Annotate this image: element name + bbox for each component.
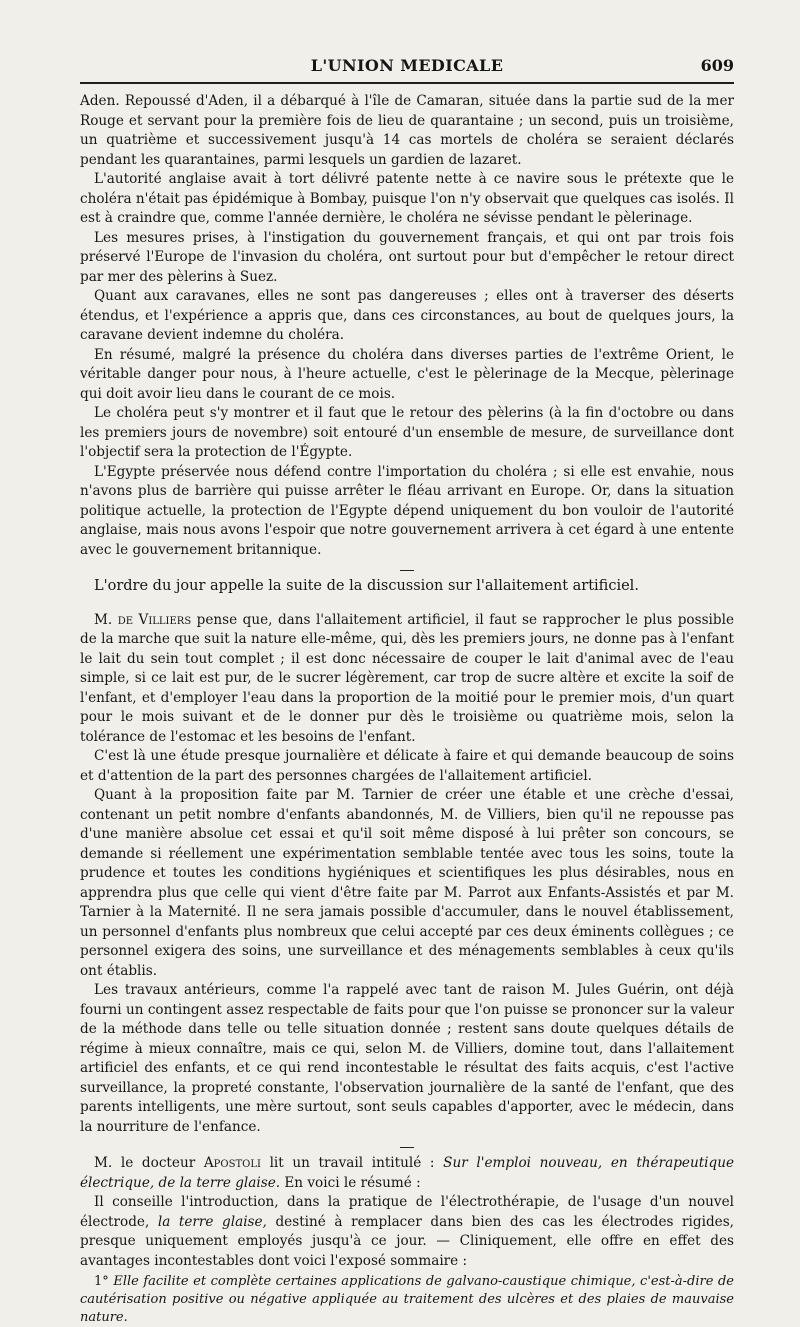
paragraph-text: lit un travail intitulé : bbox=[260, 1155, 444, 1171]
paragraph: Les travaux antérieurs, comme l'a rappelé avec tant de raison M. Jules Guérin, ont déjà fourni un contingent assez respectable de faits pour que l'on puisse se prononcer sur la valeur de la méthode dans telle ou telle situation donnée ; restent sans doute quelques détails de régime à mieux connaître, mais ce qui, selon M. de Villiers, domine tout, dans l'allaitement artificiel des enfants, et ce qui rend incontestable le résultat des faits acquis, c'est l'active surveillance, la propreté constante, l'observation journalière de la santé de l'enfant, que des parents intelligents, une mère surtout, sont seuls capables d'apporter, avec le médecin, dans la nourriture de l'enfance. bbox=[80, 982, 734, 1135]
page-header bbox=[80, 56, 734, 84]
paragraph: Le choléra peut s'y montrer et il faut que le retour des pèlerins (à la fin d'octobre ou dans les premiers jours de novembre) soit entouré d'un ensemble de mesure, de surveillance dont l'objectif sera la protection de l'Égypte. bbox=[80, 405, 734, 460]
running-title: L'UNION MEDICALE bbox=[310, 56, 504, 75]
speaker-name: M. de Villiers bbox=[94, 611, 192, 628]
speaker-name: Apostoli bbox=[203, 1155, 261, 1171]
paragraph bbox=[80, 611, 734, 748]
paragraph: Les mesures prises, à l'instigation du gouvernement français, et qui ont par trois fois préservé l'Europe de l'invasion du choléra, ont surtout pour but d'empêcher le retour direct par mer des pèlerins à Suez. bbox=[80, 229, 734, 285]
paragraph-text: pense que, dans l'allaitement artificiel, il faut se rapprocher le plus possible de la marche que suit la nature elle-même, qui, dès les premiers jours, ne donne pas à l'enfant le lait du sein tout complet ; il est donc nécessaire de couper le lait d'animal avec de l'eau simple, si ce lait est pur, de le sucrer légèrement, car trop de sucre altère et excite la soif de l'enfant, et d'employer l'eau dans la proportion de la moitié pour le premier mois, d'un quart pour le mois suivant et de le donner pur dès le troisième ou quatrième mois, selon la tolérance de l'estomac et les besoins de l'enfant. bbox=[80, 611, 734, 745]
section-divider bbox=[400, 570, 414, 571]
paragraph-text: M. le docteur bbox=[94, 1155, 204, 1171]
list-item-text: Elle facilite et complète certaines applications de galvano-caustique chimique, c'est-à-dire de cautérisation positive ou négative appliquée au traitement des ulcères et des plaies de mauvaise nature. bbox=[80, 1274, 734, 1325]
paragraph bbox=[80, 1193, 734, 1271]
paragraph-text: En voici le résumé : bbox=[280, 1174, 421, 1191]
paragraph: Quant à la proposition faite par M. Tarnier de créer une étable et une crèche d'essai, contenant un petit nombre d'enfants abandonnés, M. de Villiers, bien qu'il ne repousse pas d'une manière absolue cet essai et qu'il soit même disposé à lui prêter son concours, se demande si réellement une expérimentation semblable tentée avec tous les soins, toute la prudence et toutes les conditions hygiéniques et scientifiques les plus désirables, nous en apprendra plus que celle qui vient d'être faite par M. Parrot aux Enfants-Assistés et par M. Tarnier à la Maternité. Il ne sera jamais possible d'accumuler, dans le nouvel établissement, un personnel d'enfants plus nombreux que celui accepté par ces deux éminents collègues ; ce personnel exigera des soins, une surveillance et des ménagements semblables à ceux qu'ils ont établis. bbox=[80, 787, 734, 979]
paragraph-text: Il conseille l'introduction, dans la pratique de l'électrothérapie, de l'usage d'un nouvel électrode, bbox=[80, 1194, 734, 1230]
paragraph: En résumé, malgré la présence du choléra dans diverses parties de l'extrême Orient, le véritable danger pour nous, à l'heure actuelle, c'est le pèlerinage de la Mecque, pèlerinage qui doit avoir lieu dans le courant de ce mois. bbox=[80, 346, 734, 402]
section-divider bbox=[400, 1147, 414, 1148]
article-body bbox=[80, 92, 734, 1327]
paragraph: L'Egypte préservée nous défend contre l'importation du choléra ; si elle est envahie, nous n'avons plus de barrière qui puisse arrêter le fléau arrivant en Europe. Or, dans la situation politique actuelle, la protection de l'Egypte dépend uniquement du bon vouloir de l'autorité anglaise, mais nous avons l'espoir que notre gouvernement arrivera à cet égard à une entente avec le gouvernement britannique. bbox=[80, 463, 734, 558]
paragraph: Quant aux caravanes, elles ne sont pas dangereuses ; elles ont à traverser des déserts étendus, et l'expérience a appris que, dans ces circonstances, au bout de quelques jours, la caravane devient indemne du choléra. bbox=[80, 288, 734, 343]
emphasis: la terre glaise, bbox=[157, 1213, 267, 1230]
paragraph bbox=[80, 1154, 734, 1193]
paragraph-text: destiné à remplacer dans bien des cas les électrodes rigides, presque uniquement employés jusqu'à ce jour. — Cliniquement, elle offre en effet des avantages incontestables dont voici l'exposé sommaire : bbox=[80, 1213, 734, 1269]
paragraph: C'est là une étude presque journalière et délicate à faire et qui demande beaucoup de soins et d'attention de la part des personnes chargées de l'allaitement artificiel. bbox=[80, 748, 734, 784]
paragraph: L'autorité anglaise avait à tort délivré patente nette à ce navire sous le prétexte que le choléra n'était pas épidémique à Bombay, puisque l'on n'y observait que quelques cas isolés. Il est à craindre que, comme l'année dernière, le choléra ne sévisse pendant le pèlerinage. bbox=[80, 171, 734, 226]
list-item bbox=[80, 1273, 734, 1327]
paper-title: Sur l'emploi nouveau, en thérapeutique électrique, de la terre glaise. bbox=[80, 1155, 735, 1191]
order-of-day: L'ordre du jour appelle la suite de la discussion sur l'allaitement artificiel. bbox=[94, 578, 639, 594]
list-number: 1° bbox=[94, 1274, 109, 1289]
paragraph: Aden. Repoussé d'Aden, il a débarqué à l'île de Camaran, située dans la partie sud de la mer Rouge et servant pour la première fois de lieu de quarantaine ; un second, puis un troisième, un quatrième et successivement jusqu'à 14 cas mortels de choléra se seraient déclarés pendant les quarantaines, parmi lesquels un gardien de lazaret. bbox=[80, 93, 734, 168]
page-number: 609 bbox=[700, 56, 734, 75]
